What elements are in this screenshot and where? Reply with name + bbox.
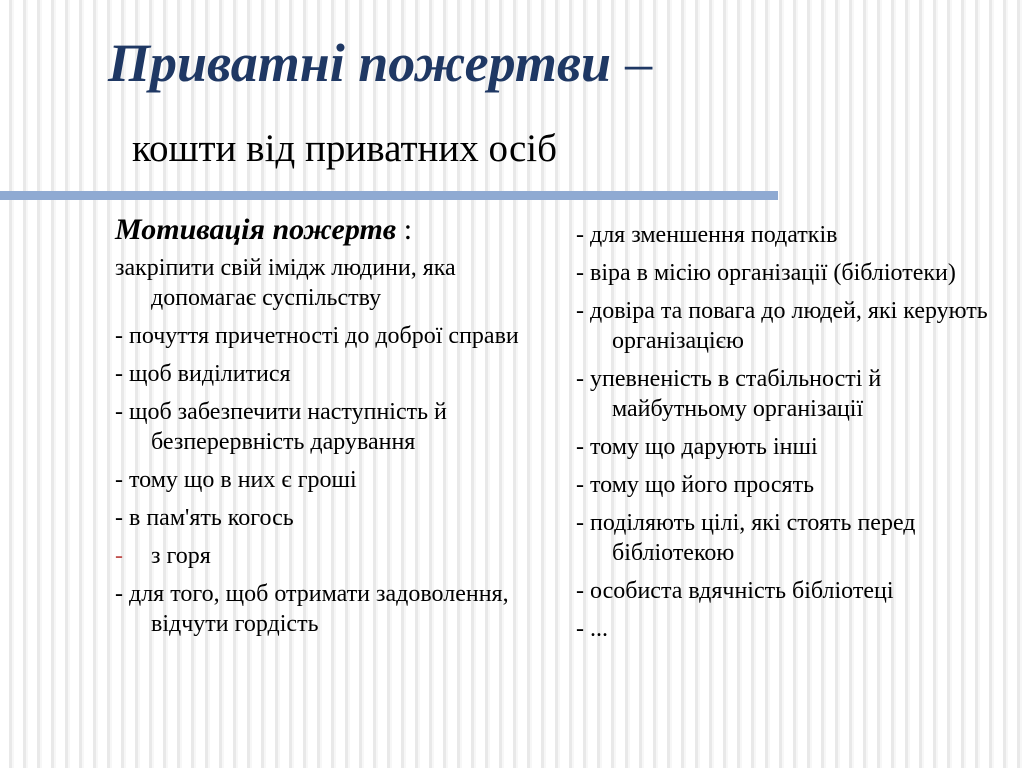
slide-title: Приватні пожертви bbox=[108, 33, 612, 93]
slide-subtitle: кошти від приватних осіб bbox=[132, 127, 557, 170]
list-item: - щоб виділитися bbox=[115, 361, 291, 387]
list-item: - особиста вдячність бібліотеці bbox=[576, 578, 894, 604]
motivation-heading-colon: : bbox=[403, 213, 413, 246]
list-item-text: з горя bbox=[151, 543, 211, 569]
bullet-marker: - bbox=[115, 543, 123, 569]
list-item: - довіра та повага до людей, які керують організацією bbox=[576, 298, 988, 354]
list-item: - почуття причетності до доброї справи bbox=[115, 323, 519, 349]
title-line bbox=[108, 32, 988, 94]
list-item: - для зменшення податків bbox=[576, 222, 838, 248]
list-item-bulleted bbox=[115, 541, 545, 571]
list-item: - тому що його просять bbox=[576, 472, 815, 498]
list-item: - тому що в них є гроші bbox=[115, 467, 357, 493]
list-item: - поділяють цілі, які стоять перед бібліотекою bbox=[576, 510, 916, 566]
motivation-heading bbox=[115, 215, 545, 245]
list-item: - упевненість в стабільності й майбутньому організації bbox=[576, 366, 882, 422]
list-item: - для того, щоб отримати задоволення, відчути гордість bbox=[115, 581, 509, 637]
title-block bbox=[108, 32, 988, 94]
right-column bbox=[576, 220, 996, 652]
title-dash: – bbox=[625, 33, 653, 93]
title-divider bbox=[0, 191, 778, 200]
list-item: - в пам'ять когось bbox=[115, 505, 294, 531]
list-item: - ... bbox=[576, 616, 608, 642]
list-item: - щоб забезпечити наступність й безперервність дарування bbox=[115, 399, 447, 455]
list-item: - тому що дарують інші bbox=[576, 434, 818, 460]
left-column bbox=[115, 215, 545, 647]
list-item: - віра в місію організації (бібліотеки) bbox=[576, 260, 956, 286]
list-item: закріпити свій імідж людини, яка допомагає суспільству bbox=[115, 255, 456, 311]
motivation-heading-text: Мотивація пожертв bbox=[115, 213, 397, 246]
